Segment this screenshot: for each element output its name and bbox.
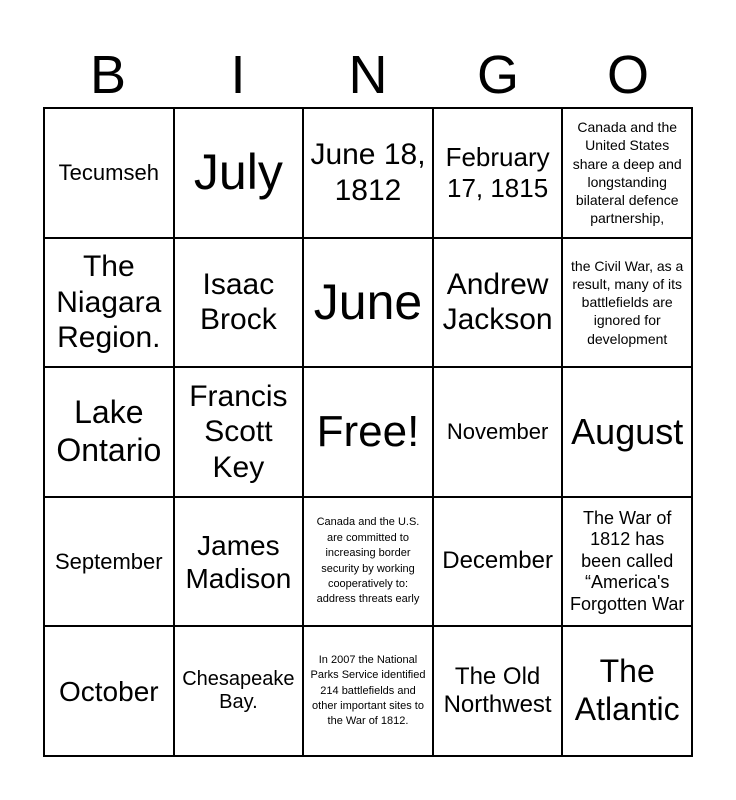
cell-text: November — [446, 419, 549, 445]
bingo-cell-r1c3 — [303, 108, 433, 238]
cell-text: July — [193, 144, 283, 201]
bingo-cell-r4c5 — [562, 497, 692, 627]
cell-text: In 2007 the National Parks Service identified 214 battlefields and other important sites to the War of 1812. — [310, 653, 426, 728]
bingo-cell-r5c5 — [562, 626, 692, 756]
bingo-cell-r5c1 — [44, 626, 174, 756]
bingo-cell-r3c4 — [433, 367, 563, 497]
bingo-board — [43, 107, 693, 757]
cell-text: December — [442, 547, 553, 575]
cell-text: the Civil War, as a result, many of its battlefields are ignored for development — [571, 257, 684, 347]
cell-text: Chesapeake Bay. — [182, 667, 295, 714]
cell-text: February 17, 1815 — [445, 142, 550, 203]
cell-text: Canada and the U.S. are committed to increasing border security by working cooperatively to: address threats early — [316, 516, 420, 606]
cell-text: The Niagara Region. — [56, 250, 162, 355]
cell-text: Lake Ontario — [56, 394, 162, 468]
bingo-cell-r2c4 — [433, 238, 563, 368]
header-letter-b: B — [89, 45, 127, 105]
bingo-cell-r1c1 — [44, 108, 174, 238]
bingo-cell-r4c1 — [44, 497, 174, 627]
bingo-cell-r2c5 — [562, 238, 692, 368]
bingo-cell-r5c4 — [433, 626, 563, 756]
cell-text: Andrew Jackson — [442, 268, 553, 337]
bingo-cell-r5c3 — [303, 626, 433, 756]
cell-text: August — [571, 410, 684, 452]
bingo-cell-r4c2 — [174, 497, 304, 627]
cell-text: The Old Northwest — [443, 662, 552, 719]
cell-text: James Madison — [185, 529, 292, 594]
cell-text: The War of 1812 has been called “America's Forgotten War — [570, 507, 685, 614]
bingo-cell-r2c1 — [44, 238, 174, 368]
bingo-cell-r2c3 — [303, 238, 433, 368]
bingo-cell-r3c1 — [44, 367, 174, 497]
cell-text: Free! — [316, 407, 420, 457]
bingo-cell-r5c2 — [174, 626, 304, 756]
bingo-header — [43, 45, 693, 105]
bingo-cell-r2c2 — [174, 238, 304, 368]
cell-text: September — [54, 548, 163, 574]
bingo-cell-r4c3 — [303, 497, 433, 627]
bingo-cell-r1c5 — [562, 108, 692, 238]
header-letter-o: O — [606, 45, 649, 105]
header-letter-g: G — [476, 45, 519, 105]
cell-text: October — [58, 675, 159, 707]
bingo-cell-r1c4 — [433, 108, 563, 238]
header-letter-i: I — [230, 45, 246, 105]
cell-text: Francis Scott Key — [189, 379, 288, 484]
cell-text: Tecumseh — [58, 159, 159, 185]
cell-text: Isaac Brock — [200, 268, 277, 337]
bingo-cell-r3c5 — [562, 367, 692, 497]
cell-text: The Atlantic — [574, 653, 680, 728]
cell-text: June — [313, 273, 423, 330]
bingo-cell-r4c4 — [433, 497, 563, 627]
cell-text: Canada and the United States share a deep and longstanding bilateral defence partnership, — [572, 119, 682, 227]
bingo-cell-r1c2 — [174, 108, 304, 238]
bingo-cell-r3c3 — [303, 367, 433, 497]
cell-text: June 18, 1812 — [310, 138, 426, 207]
header-letter-n: N — [348, 45, 388, 105]
bingo-cell-r3c2 — [174, 367, 304, 497]
